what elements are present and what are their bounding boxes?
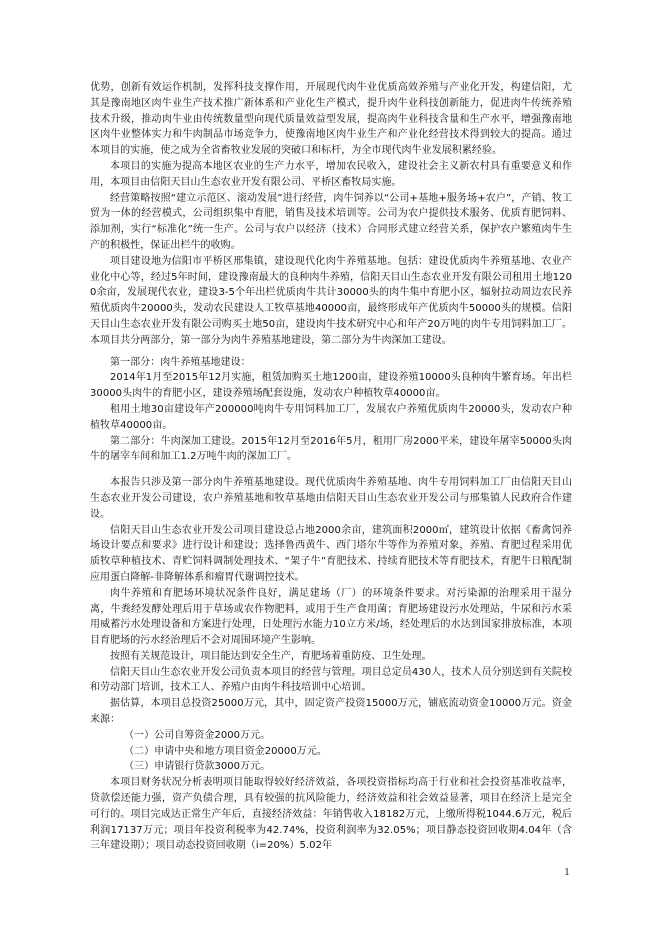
paragraph: 本项目的实施为提高本地区农业的生产力水平，增加农民收入，建设社会主义新农村具有重要意义和作用，本项目由信阳天目山生态农业开发有限公司、平桥区畜牧局实施。 [90,160,572,188]
paragraph: 按照有关规范设计，项目能达到安全生产，育肥场着重防疫、卫生处理。 [110,650,432,662]
paragraph: 2014年1月至2015年12月实施，租赁加购买土地1200亩，建设养殖10000头良种肉牛繁育场。年出栏30000头肉牛的育肥小区，建设养殖场配套设施，发动农户种植牧草40000亩。 [90,372,572,400]
paragraph: 本项目财务状况分析表明项目能取得较好经济效益，各项投资指标均高于行业和社会投资基准收益率，贷款偿还能力强，资产负债合理，具有较强的抗风险能力，经济效益和社会效益显著，项目在经济上是完全可行的。项目完成达正常生产年后，直接经济效益：年销售收入18182万元，上缴所得税1044.6万元，税后利润17137万元；项目年投资利税率为42.74%，投资利润率为32.05%；项目静态投资回收期4.04年（含三年建设期）；项目动态投资回收期（i=20%）5.02年 [90,777,572,852]
document-body [90,80,572,854]
paragraph: 经营策略按照“建立示范区、滚动发展”进行经营，肉牛饲养以“公司+基地+服务场+农户”，产销、牧工贸为一体的经营模式，公司组织集中育肥，销售及技术培训等。公司为农户提供技术服务、优质育肥饲料、添加剂，实行“标准化”统一生产。公司与农户以经济（技术）合同形式建立经营关系，保护农户繁殖肉牛生产的积极性，保证出栏牛的收购。 [90,192,572,251]
section-heading: 第一部分：肉牛养殖基地建设： [110,356,251,368]
paragraph: 优势，创新有效运作机制，发挥科技支撑作用，开展现代肉牛业优质高效养殖与产业化开发，构建信阳，尤其是豫南地区肉牛业生产技术推广新体系和产业化生产模式，提升肉牛业科技创新能力，促进肉牛传统养殖技术升级，推动肉牛业由传统数量型向现代质量效益型发展，提高肉牛业科技含量和生产水平，增强豫南地区肉牛业整体实力和牛肉制品市场竞争力，使豫南地区肉牛业生产和产业化经营技术得到较大的提高。通过本项目的实施，使之成为全省畜牧业发展的突破口和标杆，为全市现代肉牛业发展积累经验。 [90,82,572,157]
funding-list-item: （三）申请银行贷款3000万元。 [124,761,271,773]
paragraph: 项目建设地为信阳市平桥区邢集镇，建设现代化肉牛养殖基地。包括：建设优质肉牛养殖基地、农业产业化中心等，经过5年时间，建设豫南最大的良种肉牛养殖，信阳天目山生态农业开发有限公司租用土地1200余亩，发展现代农业，建设3-5个年出栏优质肉牛共计30000头的肉牛集中育肥小区，辐射拉动周边农民养殖优质肉牛20000头，发动农民建设人工牧草基地40000亩，最终形成年产优质肉牛50000头的规模。信阳天目山生态农业开发有限公司购买土地50亩，建设肉牛技术研究中心和年产20万吨的肉牛专用饲料加工厂。本项目共分两部分，第一部分为肉牛养殖基地建设，第二部分为牛肉深加工建设。 [90,255,572,346]
paragraph: 本报告只涉及第一部分肉牛养殖基地建设。现代优质肉牛养殖基地、肉牛专用饲料加工厂由信阳天目山生态农业开发公司建设，农户养殖基地和牧草基地由信阳天目山生态农业开发公司与邢集镇人民政府合作建设。 [90,477,572,520]
funding-list-item: （二）申请中央和地方项目资金20000万元。 [124,745,327,757]
paragraph: 租用土地30亩建设年产200000吨肉牛专用饲料加工厂，发展农户养殖优质肉牛20000头，发动农户种植牧草40000亩。 [90,403,572,431]
paragraph: 信阳天目山生态农业开发公司负责本项目的经营与管理。项目总定员430人，技术人员分别送到有关院校和劳动部门培训，技术工人、养殖户由肉牛科技培训中心培训。 [90,666,572,694]
paragraph: 第二部分：牛肉深加工建设。2015年12月至2016年5月，租用厂房2000平米，建设年屠宰50000头肉牛的屠宰车间和加工1.2万吨牛肉的深加工厂。 [90,435,572,463]
page-number-text: 1 [564,868,570,878]
paragraph: 信阳天目山生态农业开发公司项目建设总占地2000余亩，建筑面积2000㎡，建筑设计依据《畜禽饲养场设计要点和要求》进行设计和建设；选择鲁西黄牛、西门塔尔牛等作为养殖对象，养殖、育肥过程采用优质牧草种植技术、青贮饲料调制处理技术、“架子牛”育肥技术、持续育肥技术等育肥技术，育肥牛日粮配制应用蛋白降解-非降解体系和瘤胃代谢调控技术。 [90,524,572,583]
funding-list-item: （一）公司自筹资金2000万元。 [124,729,271,741]
paragraph: 肉牛养殖和育肥场环境状况条件良好，满足建场（厂）的环境条件要求。对污染源的治理采用干湿分离，牛粪经发酵处理后用于草场或农作物肥料，或用于生产食用菌；育肥场建设污水处理站，牛尿和污水采用威蓄污水处理设备和方案进行处理，日处理污水能力10立方米/场，经处理后的水达到国家排放标准，本项目育肥场的污水经治理后不会对周围环境产生影响。 [90,587,572,647]
paragraph: 据估算，本项目总投资25000万元，其中，固定资产投资15000万元，铺底流动资金10000万元。资金来源： [90,698,572,726]
